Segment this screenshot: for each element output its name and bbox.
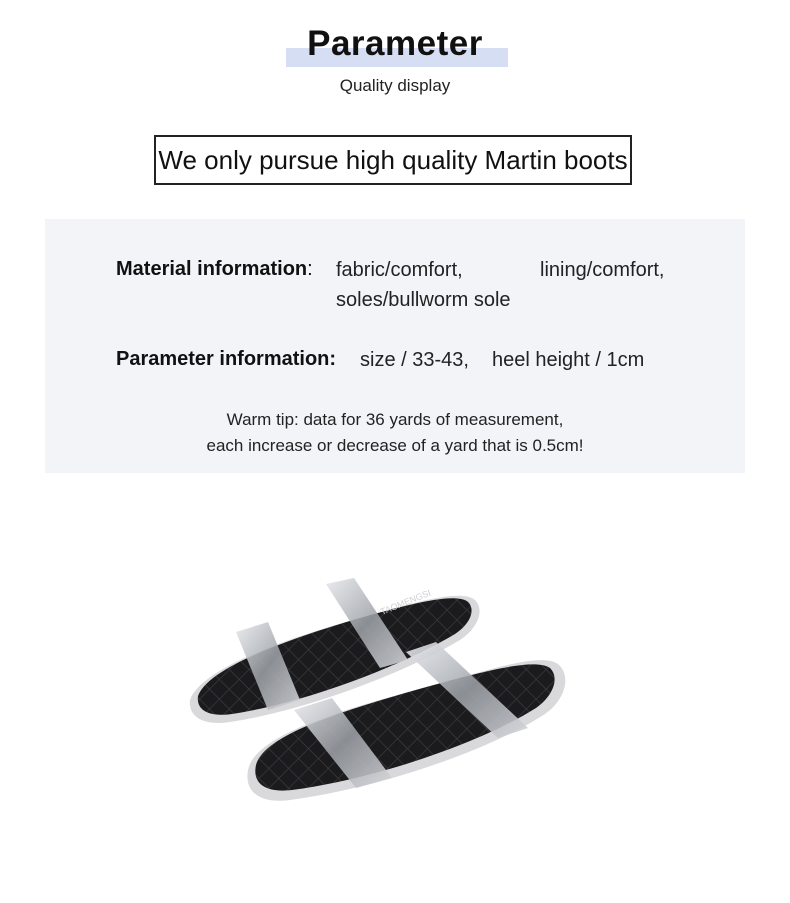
sandals-illustration (160, 560, 600, 820)
parameter-heel-height: heel height / 1cm (492, 349, 645, 371)
slogan-box (154, 135, 632, 185)
material-lining: lining/comfort, (540, 259, 665, 281)
material-soles: soles/bullworm sole (336, 289, 511, 311)
slogan-text: We only pursue high quality Martin boots (158, 144, 628, 175)
warm-tip-line-1: Warm tip: data for 36 yards of measurement, (226, 410, 564, 429)
page-subtitle: Quality display (339, 76, 451, 95)
info-panel (45, 219, 745, 473)
material-fabric: fabric/comfort, (336, 259, 463, 281)
product-image (160, 560, 600, 820)
header (0, 24, 790, 74)
parameter-label: Parameter information: (116, 348, 337, 370)
parameter-size: size / 33-43, (360, 349, 469, 371)
warm-tip-line-2: each increase or decrease of a yard that is 0.5cm! (206, 436, 584, 455)
page-title: Parameter (307, 24, 483, 63)
material-label: Material information: (116, 258, 313, 280)
brand-text-back: TAOMENGSI (379, 587, 433, 617)
